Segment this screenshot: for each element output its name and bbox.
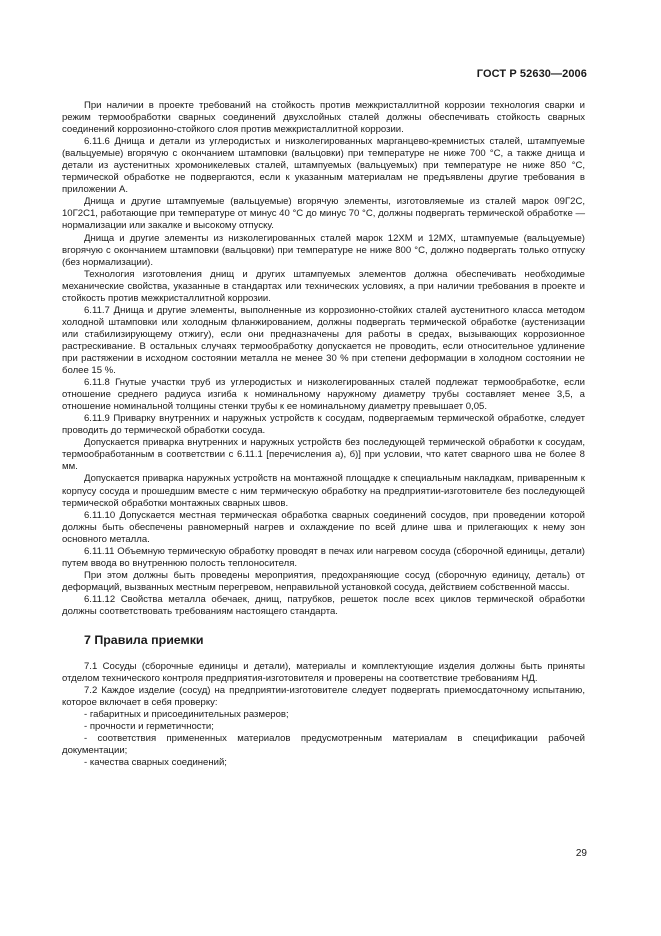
paragraph: 6.11.9 Приварку внутренних и наружных устройств к сосудам, подвергаемым термической обработке, следует проводить до термической обработки сосуда.	[62, 413, 585, 437]
list-item: - качества сварных соединений;	[84, 757, 227, 769]
paragraph: 6.11.8 Гнутые участки труб из углеродистых и низколегированных сталей подлежат термообработке, если отношение среднего радиуса изгиба к номинальному наружному диаметру трубы составляет менее 3,5, а отношение номинальной толщины стенки трубы к ее номинальному диаметру превышает 0,05.	[62, 377, 585, 413]
paragraph: 6.11.12 Свойства металла обечаек, днищ, патрубков, решеток после всех циклов термической обработки должны соответствовать требованиям настоящего стандарта.	[62, 593, 585, 617]
paragraph: 6.11.10 Допускается местная термическая обработка сварных соединений сосудов, при проведении которой должны быть обеспечены равномерный нагрев и охлаждение по всей длине шва и прилегающих к нему зон основного металла.	[62, 509, 585, 545]
paragraph: При наличии в проекте требований на стойкость против межкристаллитной коррозии технология сварки и режим термообработки сварных соединений двухслойных сталей должны обеспечивать стойкость сварных соединений коррозионно-стойкого слоя против межкристаллитной коррозии.	[62, 100, 585, 136]
section-paragraph: 7.1 Сосуды (сборочные единицы и детали), материалы и комплектующие изделия должны быть приняты отделом технического контроля предприятия-изготовителя и проверены на соответствие требованиям НД.	[62, 661, 585, 685]
standard-header: ГОСТ Р 52630—2006	[476, 68, 587, 80]
paragraph: Допускается приварка внутренних и наружных устройств без последующей термической обработки к сосудам, термообработанным в соответствии с 6.11.1 [перечисления а), б)] при условии, что катет сварного шва не более 8 мм.	[62, 437, 585, 473]
paragraph: 6.11.11 Объемную термическую обработку проводят в печах или нагревом сосуда (сборочной единицы, детали) путем ввода во внутреннюю полость теплоносителя.	[62, 545, 585, 569]
page-number: 29	[575, 848, 587, 859]
section-paragraph: 7.2 Каждое изделие (сосуд) на предприятии-изготовителе следует подвергать приемосдаточному испытанию, которое включает в себя проверку:	[62, 685, 585, 709]
list-item: - соответствия примененных материалов предусмотренным материалам в спецификации рабочей документации;	[62, 733, 585, 757]
paragraph: Технология изготовления днищ и других штампуемых элементов должна обеспечивать необходимые механические свойства, указанные в стандартах или технических условиях, а при наличии требования в проекте и стойкость против межкристаллитной коррозии.	[62, 268, 585, 304]
list-item: - прочности и герметичности;	[84, 721, 214, 733]
section-title: 7 Правила приемки	[84, 633, 204, 648]
paragraph: Днища и другие элементы из низколегированных сталей марок 12ХМ и 12МХ, штампуемые (вальцуемые) вгорячую с окончанием штамповки (вальцовки) при температуре не ниже 800 °С, должно подвергать только отпуску (без нормализации).	[62, 232, 585, 268]
paragraph: При этом должны быть проведены мероприятия, предохраняющие сосуд (сборочную единицу, деталь) от деформаций, вызванных местным перегревом, неправильной установкой сосуда, действием собственной массы.	[62, 569, 585, 593]
paragraph: Допускается приварка наружных устройств на монтажной площадке к специальным накладкам, приваренным к корпусу сосуда и прошедшим вместе с ним термическую обработку на предприятии-изготовителе без последующей термической обработки монтажных сварных швов.	[62, 473, 585, 509]
list-item: - габаритных и присоединительных размеров;	[84, 709, 289, 721]
paragraph: 6.11.6 Днища и детали из углеродистых и низколегированных марганцево-кремнистых сталей, штампуемые (вальцуемые) вгорячую с окончанием штамповки (вальцовки) при температуре не ниже 700 °С, а также днища и детали из аустенитных хромоникелевых сталей, штампуемых (вальцуемых) при температуре не ниже 850 °С, термической обработке не подвергаются, если к указанным материалам не предъявлены другие требования в приложении А.	[62, 136, 585, 196]
document-body	[62, 100, 585, 769]
paragraph: 6.11.7 Днища и другие элементы, выполненные из коррозионно-стойких сталей аустенитного класса методом холодной штамповки или холодным фланжированием, должны подвергать термической обработке (аустенизации или стабилизирующему отжигу), если они предназначены для работы в средах, вызывающих коррозионное растрескивание. В остальных случаях термообработку допускается не проводить, если относительное удлинение при растяжении в исходном состоянии металла не менее 30 % при степени деформации в холодном состоянии не более 15 %.	[62, 304, 585, 377]
paragraph: Днища и другие штампуемые (вальцуемые) вгорячую элементы, изготовляемые из сталей марок 09Г2С, 10Г2С1, работающие при температуре от минус 40 °С до минус 70 °С, должны подвергать термической обработке — нормализации или закалке и высокому отпуску.	[62, 196, 585, 232]
